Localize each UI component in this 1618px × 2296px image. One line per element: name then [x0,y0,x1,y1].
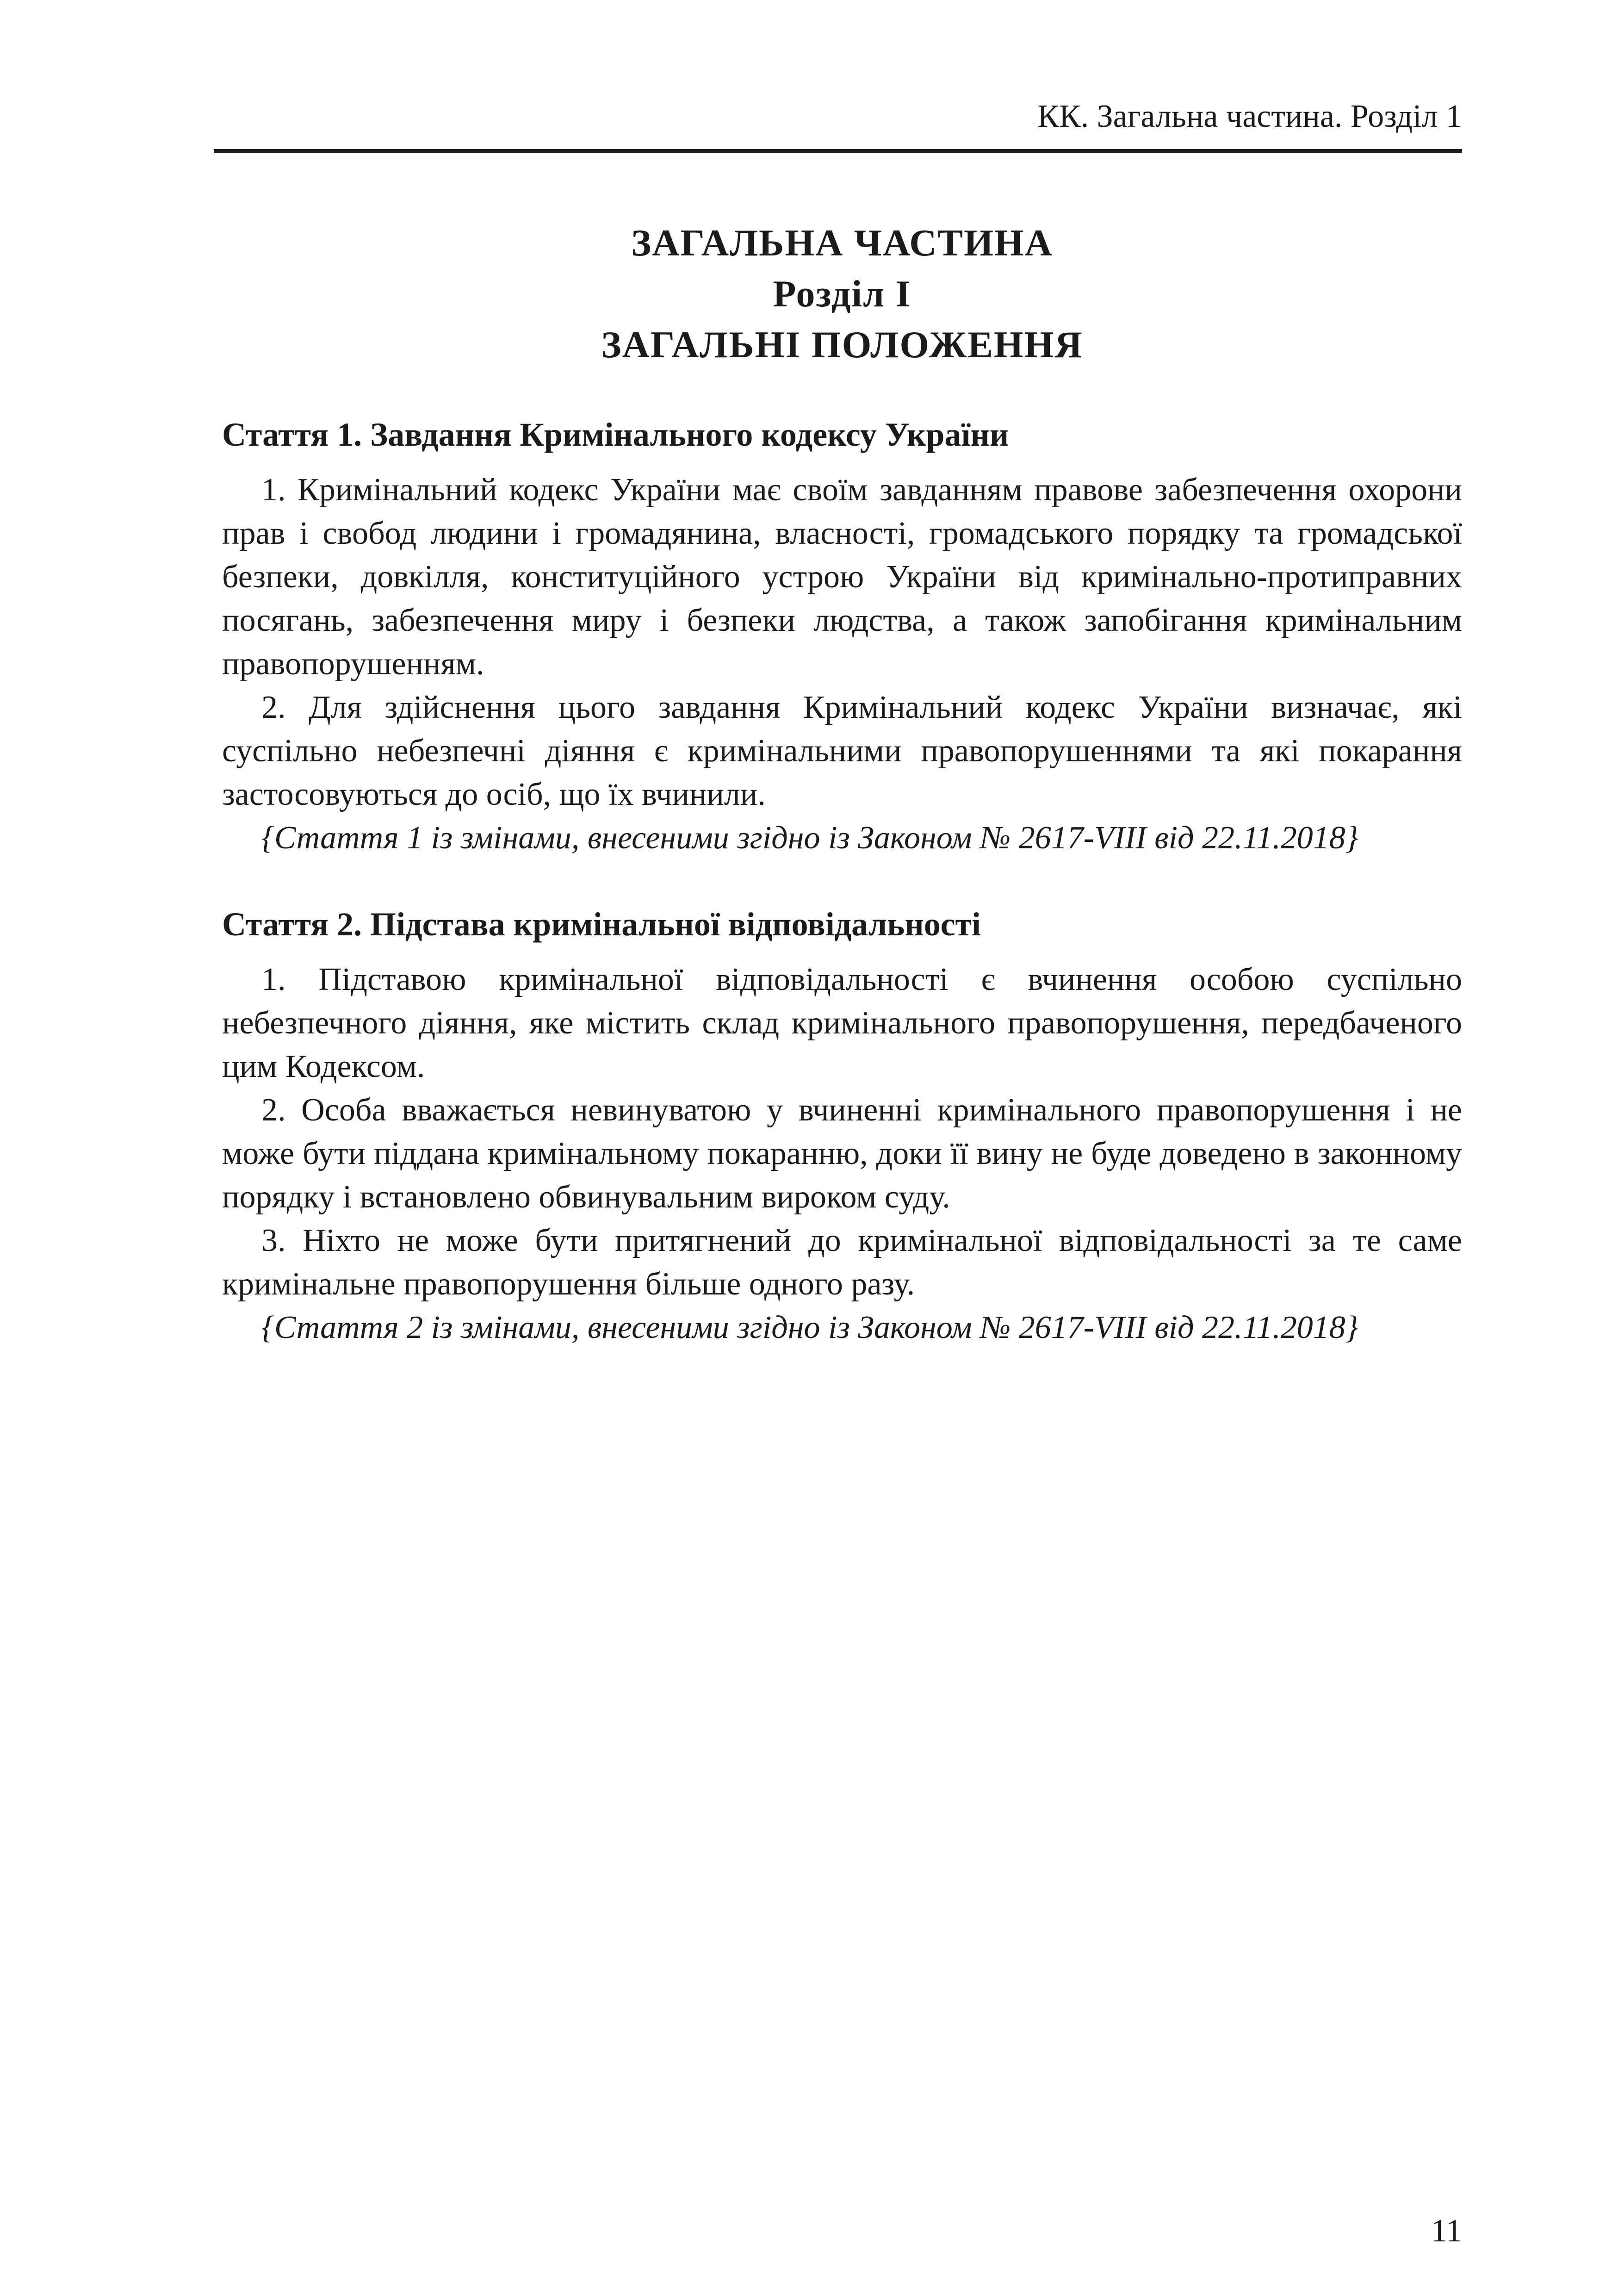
running-header: КК. Загальна частина. Розділ 1 [1037,99,1462,134]
page-number: 11 [1431,2213,1462,2249]
article-1-paragraph-2: 2. Для здійснення цього завдання Кримінальний кодекс України визначає, які суспільно небезпечні діяння є кримінальними правопорушеннями та які покарання застосовуються до осіб, що їх вчинили. [222,690,1462,812]
article-1 [222,413,1462,860]
page-content [222,0,1462,1350]
article-1-paragraph-1: 1. Кримінальний кодекс України має своїм завданням правове забезпечення охорони прав і свобод людини і громадянина, власності, громадського порядку та громадської безпеки, довкілля, конституційного устрою України від кримінально-протиправних посягань, забезпечення миру і безпеки людства, а також запобігання кримінальним правопорушенням. [222,472,1462,682]
document-title [222,218,1462,370]
title-part-name: ЗАГАЛЬНА ЧАСТИНА [631,222,1053,264]
article-2-paragraph-3: 3. Ніхто не може бути притягнений до кримінальної відповідальності за те саме кримінальне правопорушення більше одного разу. [222,1223,1462,1302]
title-chapter-name: ЗАГАЛЬНІ ПОЛОЖЕННЯ [601,324,1083,366]
article-2-heading: Стаття 2. Підстава кримінальної відповідальності [222,906,981,943]
article-2-paragraph-2: 2. Особа вважається невинуватою у вчиненні кримінального правопорушення і не може бути піддана кримінальному покаранню, доки її вину не буде доведено в законному порядку і встановлено обвинувальним вироком суду. [222,1092,1462,1215]
article-2-amendment-note: {Стаття 2 із змінами, внесеними згідно із Законом № 2617-VIII від 22.11.2018} [261,1310,1358,1345]
title-chapter-number: Розділ I [773,273,911,315]
article-2 [222,902,1462,1350]
article-1-heading: Стаття 1. Завдання Кримінального кодексу України [222,416,1009,453]
article-2-paragraph-1: 1. Підставою кримінальної відповідальності є вчинення особою суспільно небезпечного діяння, яке містить склад кримінального правопорушення, передбаченого цим Кодексом. [222,962,1462,1084]
article-1-amendment-note: {Стаття 1 із змінами, внесеними згідно із Законом № 2617-VIII від 22.11.2018} [261,820,1358,856]
